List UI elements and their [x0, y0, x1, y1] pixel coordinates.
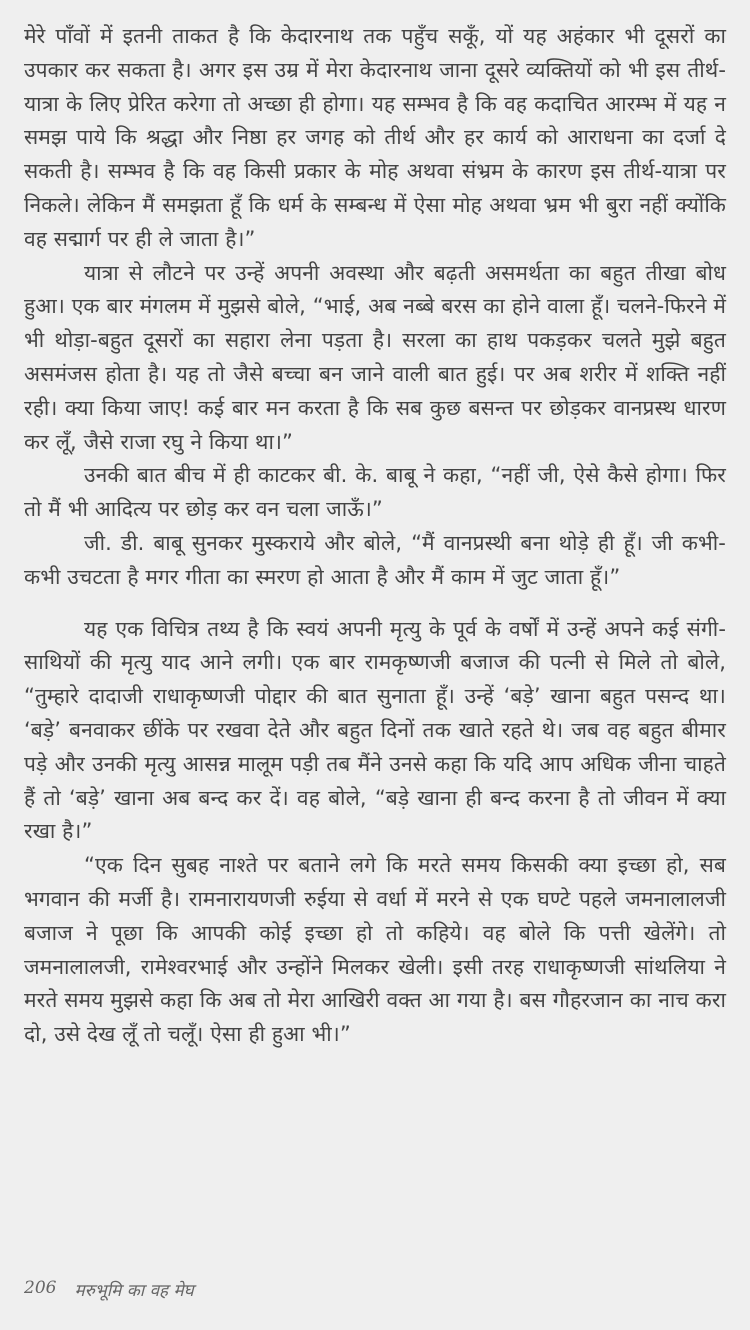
- paragraph-spacer: [24, 595, 726, 613]
- running-title: मरुभूमि का वह मेघ: [74, 1281, 194, 1301]
- page-footer: [24, 1278, 194, 1301]
- paragraph-1: मेरे पाँवों में इतनी ताकत है कि केदारनाथ तक पहुँच सकूँ, यों यह अहंकार भी दूसरों का उपकार कर सकता है। अगर इस उम्र में मेरा केदारनाथ जाना दूसरे व्यक्तियों को भी इस तीर्थ-यात्रा के लिए प्रेरित करेगा तो अच्छा ही होगा। यह सम्भव है कि वह कदाचित आरम्भ में यह न समझ पाये कि श्रद्धा और निष्ठा हर जगह को तीर्थ और हर कार्य को आराधना का दर्जा दे सकती है। सम्भव है कि वह किसी प्रकार के मोह अथवा संभ्रम के कारण इस तीर्थ-यात्रा पर निकले। लेकिन मैं समझता हूँ कि धर्म के सम्बन्ध में ऐसा मोह अथवा भ्रम भी बुरा नहीं क्योंकि वह सद्मार्ग पर ही ले जाता है।”: [24, 24, 726, 251]
- paragraph-3: उनकी बात बीच में ही काटकर बी. के. बाबू ने कहा, “नहीं जी, ऐसे कैसे होगा। फिर तो मैं भी आदित्य पर छोड़ कर वन चला जाऊँ।”: [24, 463, 726, 522]
- paragraph-5: यह एक विचित्र तथ्य है कि स्वयं अपनी मृत्यु के पूर्व के वर्षों में उन्हें अपने कई संगी-साथियों की मृत्यु याद आने लगी। एक बार रामकृष्णजी बजाज की पत्नी से मिले तो बोले, “तुम्हारे दादाजी राधाकृष्णजी पोद्दार की बात सुनाता हूँ। उन्हें ‘बड़े’ खाना बहुत पसन्द था। ‘बड़े’ बनवाकर छींके पर रखवा देते और बहुत दिनों तक खाते रहते थे। जब वह बहुत बीमार पड़े और उनकी मृत्यु आसन्न मालूम पड़ी तब मैंने उनसे कहा कि यदि आप अधिक जीना चाहते हैं तो ‘बड़े’ खाना अब बन्द कर दें। वह बोले, “बड़े खाना ही बन्द करना है तो जीवन में क्या रखा है।”: [24, 616, 726, 844]
- body-text: [24, 20, 726, 1052]
- paragraph-6: “एक दिन सुबह नाश्ते पर बताने लगे कि मरते समय किसकी क्या इच्छा हो, सब भगवान की मर्जी है। रामनारायणजी रुईया से वर्धा में मरने से एक घण्टे पहले जमनालालजी बजाज ने पूछा कि आपकी कोई इच्छा हो तो कहिये। वह बोले कि पत्ती खेलेंगे। तो जमनालालजी, रामेश्वरभाई और उन्होंने मिलकर खेली। इसी तरह राधाकृष्णजी सांथलिया ने मरते समय मुझसे कहा कि अब तो मेरा आखिरी वक्त आ गया है। बस गौहरजान का नाच करा दो, उसे देख लूँ तो चलूँ। ऐसा ही हुआ भी।”: [24, 853, 726, 1047]
- paragraph-4: जी. डी. बाबू सुनकर मुस्कराये और बोले, “मैं वानप्रस्थी बना थोड़े ही हूँ। जी कभी-कभी उचटता है मगर गीता का स्मरण हो आता है और मैं काम में जुट जाता हूँ।”: [24, 530, 726, 589]
- page-number: 206: [24, 1278, 57, 1298]
- paragraph-2: यात्रा से लौटने पर उन्हें अपनी अवस्था और बढ़ती असमर्थता का बहुत तीखा बोध हुआ। एक बार मंगलम में मुझसे बोले, “भाई, अब नब्बे बरस का होने वाला हूँ। चलने-फिरने में भी थोड़ा-बहुत दूसरों का सहारा लेना पड़ता है। सरला का हाथ पकड़कर चलते मुझे बहुत असमंजस होता है। यह तो जैसे बच्चा बन जाने वाली बात हुई। पर अब शरीर में शक्ति नहीं रही। क्या किया जाए! कई बार मन करता है कि सब कुछ बसन्त पर छोड़कर वानप्रस्थ धारण कर लूँ, जैसे राजा रघु ने किया था।”: [24, 260, 726, 454]
